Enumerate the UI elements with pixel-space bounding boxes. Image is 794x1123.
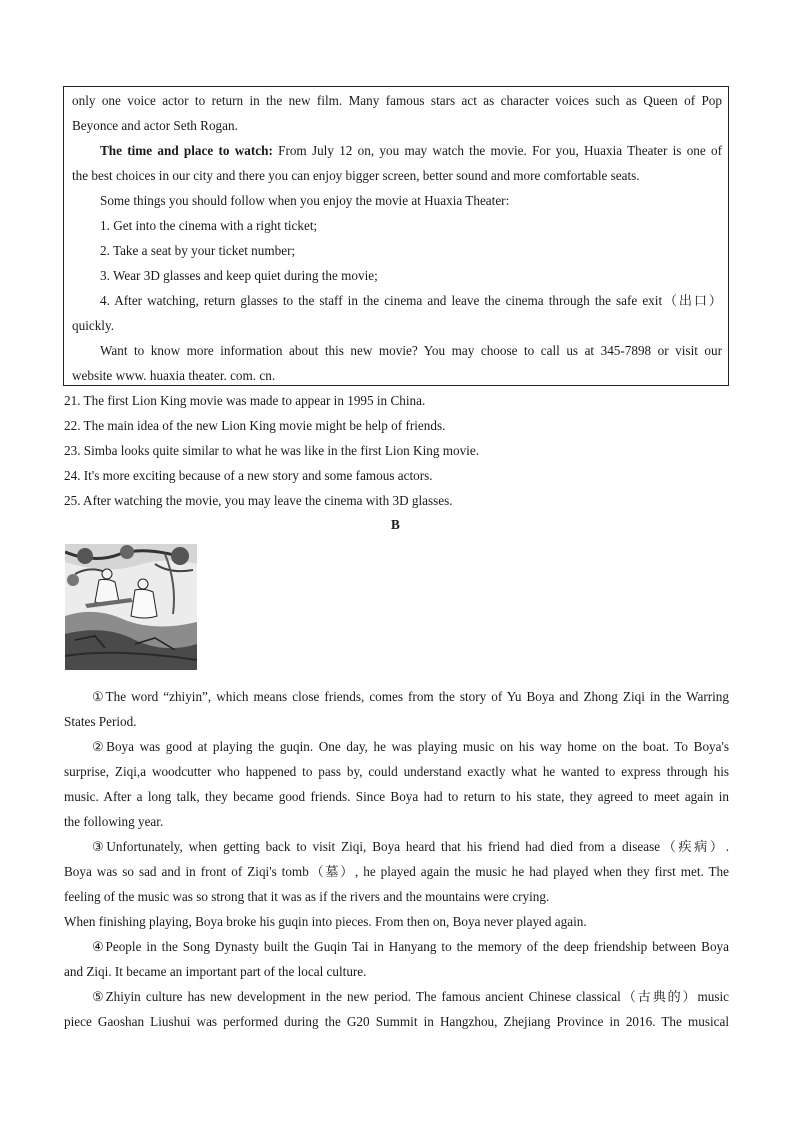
paragraph-line: ④People in the Song Dynasty built the Guqin Tai in Hanyang to the memory of the deep friendship between Boya (92, 939, 729, 954)
question-item: 22. The main idea of the new Lion King movie might be help of friends. (64, 418, 446, 433)
illustration (65, 544, 197, 670)
paragraph-line: the following year. (64, 814, 164, 829)
question-item: 24. It's more exciting because of a new story and some famous actors. (64, 468, 433, 483)
paragraph-line: music. After a long talk, they became good friends. Since Boya had to return to his state, they agreed to meet again in (64, 789, 729, 804)
question-item: 23. Simba looks quite similar to what he was like in the first Lion King movie. (64, 443, 479, 458)
paragraph-line: ①The word “zhiyin”, which means close friends, comes from the story of Yu Boya and Zhong Ziqi in the Warring (92, 689, 729, 704)
box-line: Want to know more information about this new movie? You may choose to call us at 345-7898 or visit our (100, 343, 722, 358)
box-line: the best choices in our city and there you can enjoy bigger screen, better sound and more comfortable seats. (72, 168, 640, 183)
paragraph-line: surprise, Ziqi,a woodcutter who happened to pass by, could understand exactly what he wanted to express through his (64, 764, 729, 779)
paragraph-line: and Ziqi. It became an important part of the local culture. (64, 964, 367, 979)
question-item: 21. The first Lion King movie was made to appear in 1995 in China. (64, 393, 426, 408)
box-line: website www. huaxia theater. com. cn. (72, 368, 276, 383)
box-line: quickly. (72, 318, 114, 333)
paragraph-line: Boya was so sad and in front of Ziqi's tomb（墓）, he played again the music he had played when they first met. The (64, 864, 729, 879)
section-title: B (391, 517, 400, 532)
box-line: Beyonce and actor Seth Rogan. (72, 118, 238, 133)
box-line (100, 138, 722, 163)
time-place-label: The time and place to watch: (100, 143, 273, 158)
paragraph-line: ③Unfortunately, when getting back to visit Ziqi, Boya heard that his friend had died from a disease（疾病）. (92, 839, 729, 854)
paragraph-line: ②Boya was good at playing the guqin. One day, he was playing music on his way home on the boat. To Boya's (92, 739, 729, 754)
paragraph-line: ⑤Zhiyin culture has new development in the new period. The famous ancient Chinese classical（古典的）music (92, 989, 729, 1004)
rule-item: 2. Take a seat by your ticket number; (100, 243, 296, 258)
rule-item: 3. Wear 3D glasses and keep quiet during the movie; (100, 268, 378, 283)
rule-item: 4. After watching, return glasses to the staff in the cinema and leave the cinema through the safe exit（出口） (100, 293, 722, 308)
paragraph-line: When finishing playing, Boya broke his guqin into pieces. From then on, Boya never played again. (64, 914, 587, 929)
rule-item: 1. Get into the cinema with a right ticket; (100, 218, 318, 233)
question-item: 25. After watching the movie, you may leave the cinema with 3D glasses. (64, 493, 453, 508)
box-line-text: From July 12 on, you may watch the movie. For you, Huaxia Theater is one of (272, 143, 722, 158)
paragraph-line: States Period. (64, 714, 137, 729)
paragraph-line: piece Gaoshan Liushui was performed during the G20 Summit in Hangzhou, Zhejiang Province in 2016. The musical (64, 1014, 729, 1029)
paragraph-line: feeling of the music was so strong that it was as if the rivers and the mountains were crying. (64, 889, 550, 904)
box-line: Some things you should follow when you enjoy the movie at Huaxia Theater: (100, 193, 510, 208)
box-line: only one voice actor to return in the new film. Many famous stars act as character voices such as Queen of Pop (72, 93, 722, 108)
ink-painting-illustration (65, 544, 197, 670)
